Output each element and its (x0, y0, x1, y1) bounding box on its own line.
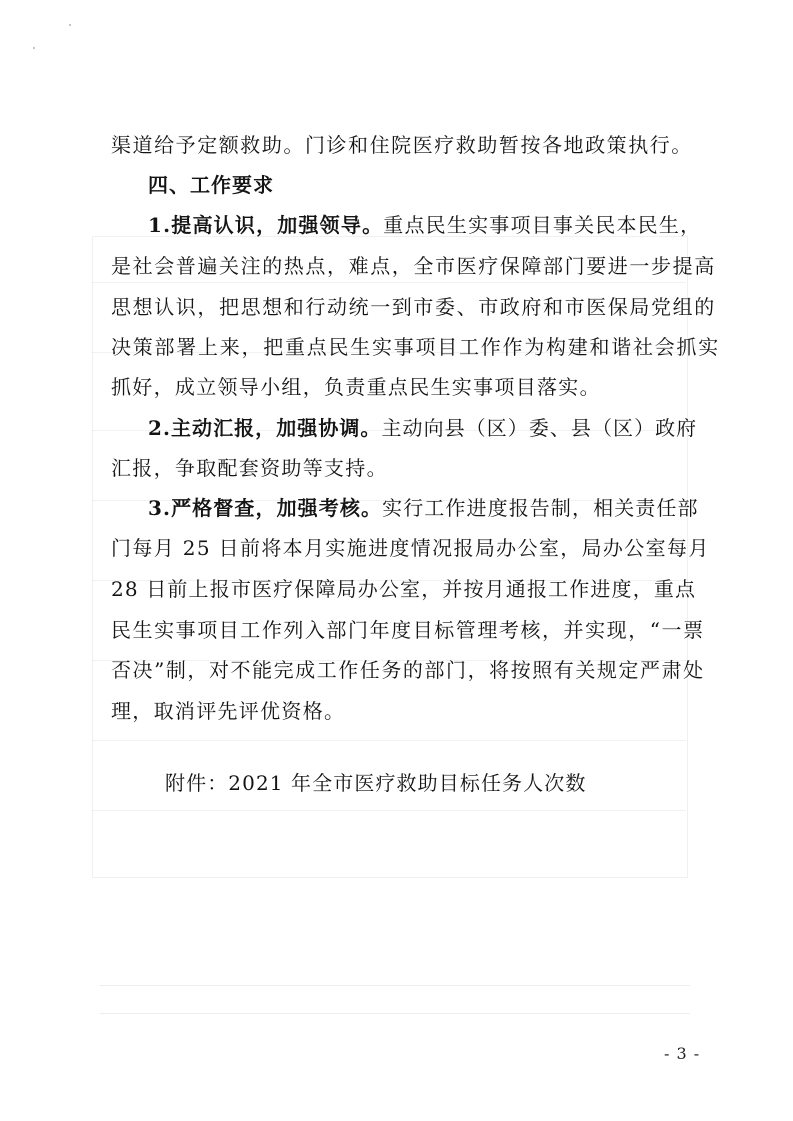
section-heading: 四、工作要求 (148, 173, 274, 197)
body-line: 是社会普遍关注的热点，难点，全市医疗保障部门要进一步提高 (111, 254, 716, 278)
item-3-title: 3.严格督查，加强考核。 (148, 496, 383, 520)
requirement-item-2 (148, 418, 697, 440)
body-line: 理，取消评先评优资格。 (111, 699, 346, 723)
attachment-note: 附件：2021 年全市医疗救助目标任务人次数 (165, 771, 587, 795)
page-number: - 3 - (664, 1044, 701, 1063)
show-through-rule (100, 1013, 690, 1014)
body-line: 渠道给予定额救助。门诊和住院医疗救助暂按各地政策执行。 (111, 133, 693, 157)
show-through-rule (92, 810, 686, 811)
body-line: 汇报，争取配套资助等支持。 (111, 456, 388, 480)
body-line: 门每月 25 日前将本月实施进度情况报局办公室，局办公室每月 (111, 536, 710, 560)
item-2-text: 主动向县（区）委、县（区）政府 (381, 416, 698, 440)
requirement-item-3 (148, 498, 699, 520)
item-3-text: 实行工作进度报告制，相关责任部 (382, 496, 699, 520)
body-line: 思想认识，把思想和行动统一到市委、市政府和市医保局党组的 (111, 295, 716, 319)
body-line: 抓好，成立领导小组，负责重点民生实事项目落实。 (111, 375, 601, 399)
body-line: 28 日前上报市医疗保障局办公室，并按月通报工作进度，重点 (111, 577, 697, 601)
show-through-rule (92, 740, 686, 741)
scan-speck (33, 47, 35, 49)
item-2-title: 2.主动汇报，加强协调。 (148, 416, 382, 440)
body-line: 民生实事项目工作列入部门年度目标管理考核，并实现，“一票 (111, 618, 705, 642)
body-line: 否决”制，对不能完成工作任务的部门，将按照有关规定严肃处 (111, 658, 705, 682)
body-line: 决策部署上来，把重点民生实事项目工作作为构建和谐社会抓实 (111, 335, 720, 359)
show-through-rule (100, 985, 690, 986)
item-1-title: 1.提高认识，加强领导。 (148, 213, 384, 237)
show-through-rule (92, 282, 686, 283)
requirement-item-1 (148, 215, 701, 237)
item-1-text: 重点民生实事项目事关民本民生， (383, 213, 702, 237)
scan-speck (69, 24, 71, 26)
